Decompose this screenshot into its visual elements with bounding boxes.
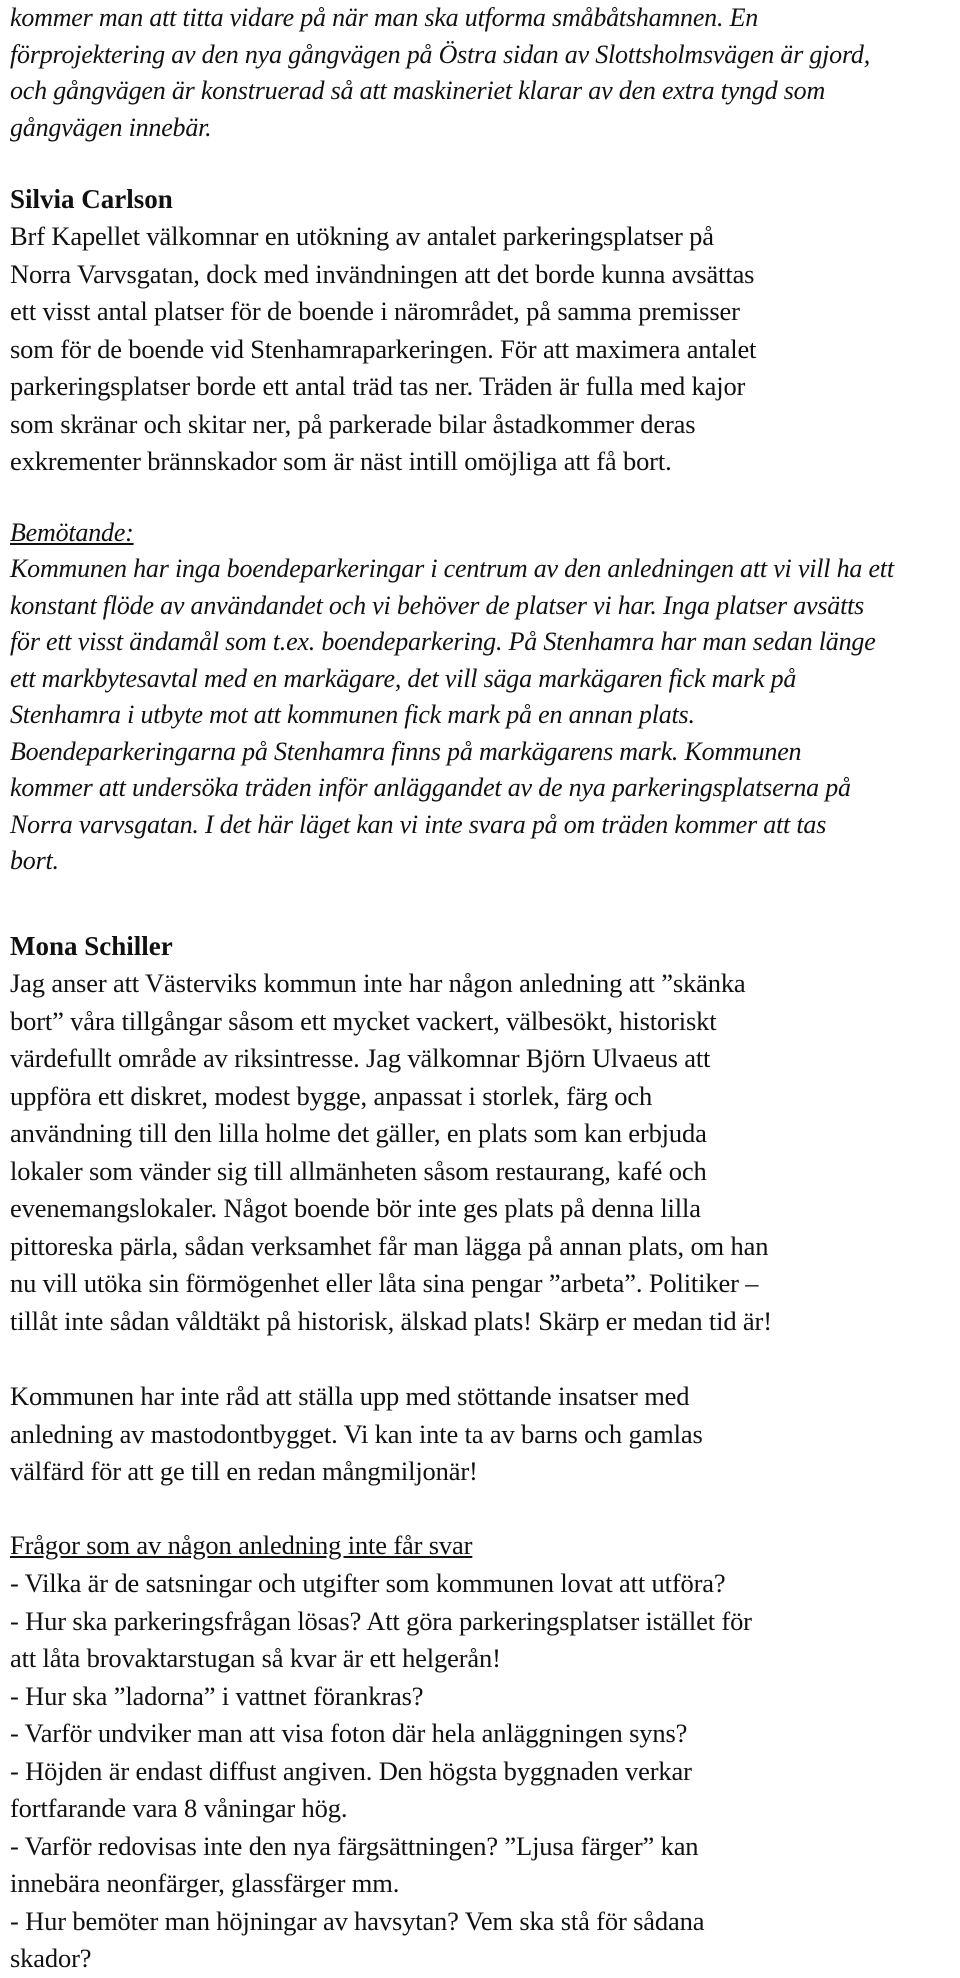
response-label: Bemötande: xyxy=(10,518,134,547)
question-line: fortfarande vara 8 våningar hög. xyxy=(10,1793,348,1823)
schiller-line: pittoreska pärla, sådan verksamhet får man lägga på annan plats, om han xyxy=(10,1230,769,1261)
questions-list xyxy=(10,1565,945,1978)
question-line: - Varför undviker man att visa foton där hela anläggningen syns? xyxy=(10,1718,688,1748)
carlson-line: exkrementer brännskador som är näst intill omöjliga att få bort. xyxy=(10,446,672,476)
schiller-line: användning till den lilla holme det gäller, en plats som kan erbjuda xyxy=(10,1118,707,1148)
response-line: för ett visst ändamål som t.ex. boendeparkering. På Stenhamra har man sedan länge xyxy=(10,627,876,656)
intro-line: förprojektering av den nya gångvägen på Östra sidan av Slottsholmsvägen är gjord, xyxy=(10,39,871,69)
response-line: Norra varvsgatan. I det här läget kan vi inte svara på om träden kommer att tas xyxy=(10,809,827,839)
question-line: - Hur ska ”ladorna” i vattnet förankras? xyxy=(10,1680,424,1711)
question-line: innebära neonfärger, glassfärger mm. xyxy=(10,1868,400,1898)
schiller-continued-line: Kommunen har inte råd att ställa upp med stöttande insatser med xyxy=(10,1381,690,1411)
schiller-line: Jag anser att Västerviks kommun inte har någon anledning att ”skänka xyxy=(10,968,746,998)
carlson-line: parkeringsplatser borde ett antal träd tas ner. Träden är fulla med kajor xyxy=(10,371,746,401)
carlson-line: Brf Kapellet välkomnar en utökning av antalet parkeringsplatser på xyxy=(10,221,714,251)
response-paragraph xyxy=(10,551,945,880)
schiller-comment-continued xyxy=(10,1378,945,1491)
intro-line: gångvägen innebär. xyxy=(10,112,212,142)
question-line: - Höjden är endast diffust angiven. Den högsta byggnaden verkar xyxy=(10,1755,692,1786)
response-line: ett markbytesavtal med en markägare, det vill säga markägaren fick mark på xyxy=(10,663,797,693)
question-line: - Varför redovisas inte den nya färgsättningen? ”Ljusa färger” kan xyxy=(10,1830,699,1861)
author-name-carlson: Silvia Carlson xyxy=(10,184,173,214)
schiller-line: lokaler som vänder sig till allmänheten såsom restaurang, kafé och xyxy=(10,1155,707,1186)
question-line: att låta brovaktarstugan så kvar är ett helgerån! xyxy=(10,1643,501,1673)
schiller-comment xyxy=(10,965,945,1340)
intro-paragraph xyxy=(10,0,945,146)
schiller-line: nu vill utöka sin förmögenhet eller låta sina pengar ”arbeta”. Politiker – xyxy=(10,1268,759,1298)
carlson-comment xyxy=(10,218,945,481)
schiller-line: uppföra ett diskret, modest bygge, anpassat i storlek, färg och xyxy=(10,1080,653,1111)
response-line: Stenhamra i utbyte mot att kommunen fick mark på en annan plats. xyxy=(10,700,695,729)
schiller-line: bort” våra tillgångar såsom ett mycket vackert, välbesökt, historiskt xyxy=(10,1005,717,1036)
intro-line: kommer man att titta vidare på när man ska utforma småbåtshamnen. En xyxy=(10,3,759,32)
carlson-line: som skränar och skitar ner, på parkerade bilar åstadkommer deras xyxy=(10,408,696,439)
carlson-line: Norra Varvsgatan, dock med invändningen att det borde kunna avsättas xyxy=(10,258,755,289)
carlson-line: som för de boende vid Stenhamraparkeringen. För att maximera antalet xyxy=(10,333,757,364)
response-line: konstant flöde av användandet och vi behöver de platser vi har. Inga platser avsätts xyxy=(10,590,865,620)
question-line: - Hur ska parkeringsfrågan lösas? Att göra parkeringsplatser istället för xyxy=(10,1605,752,1636)
author-name-schiller: Mona Schiller xyxy=(10,931,173,961)
response-line: Boendeparkeringarna på Stenhamra finns på markägarens mark. Kommunen xyxy=(10,736,802,766)
schiller-continued-line: anledning av mastodontbygget. Vi kan inte ta av barns och gamlas xyxy=(10,1418,703,1449)
response-line: Kommunen har inga boendeparkeringar i centrum av den anledningen att vi vill ha ett xyxy=(10,554,894,583)
question-line: skador? xyxy=(10,1943,92,1973)
schiller-line: tillåt inte sådan våldtäkt på historisk, älskad plats! Skärp er medan tid är! xyxy=(10,1305,772,1336)
schiller-line: värdefullt område av riksintresse. Jag välkomnar Björn Ulvaeus att xyxy=(10,1043,711,1073)
response-line: kommer att undersöka träden inför anläggandet av de nya parkeringsplatserna på xyxy=(10,773,851,802)
intro-line: och gångvägen är konstruerad så att maskineriet klarar av den extra tyngd som xyxy=(10,76,826,105)
carlson-line: ett visst antal platser för de boende i närområdet, på samma premisser xyxy=(10,296,740,326)
schiller-continued-line: välfärd för att ge till en redan mångmiljonär! xyxy=(10,1456,478,1486)
question-line: - Vilka är de satsningar och utgifter som kommunen lovat att utföra? xyxy=(10,1568,726,1598)
questions-heading: Frågor som av någon anledning inte får svar xyxy=(10,1530,473,1560)
schiller-line: evenemangslokaler. Något boende bör inte ges plats på denna lilla xyxy=(10,1193,701,1223)
response-line: bort. xyxy=(10,846,59,875)
question-line: - Hur bemöter man höjningar av havsytan? Vem ska stå för sådana xyxy=(10,1905,705,1936)
